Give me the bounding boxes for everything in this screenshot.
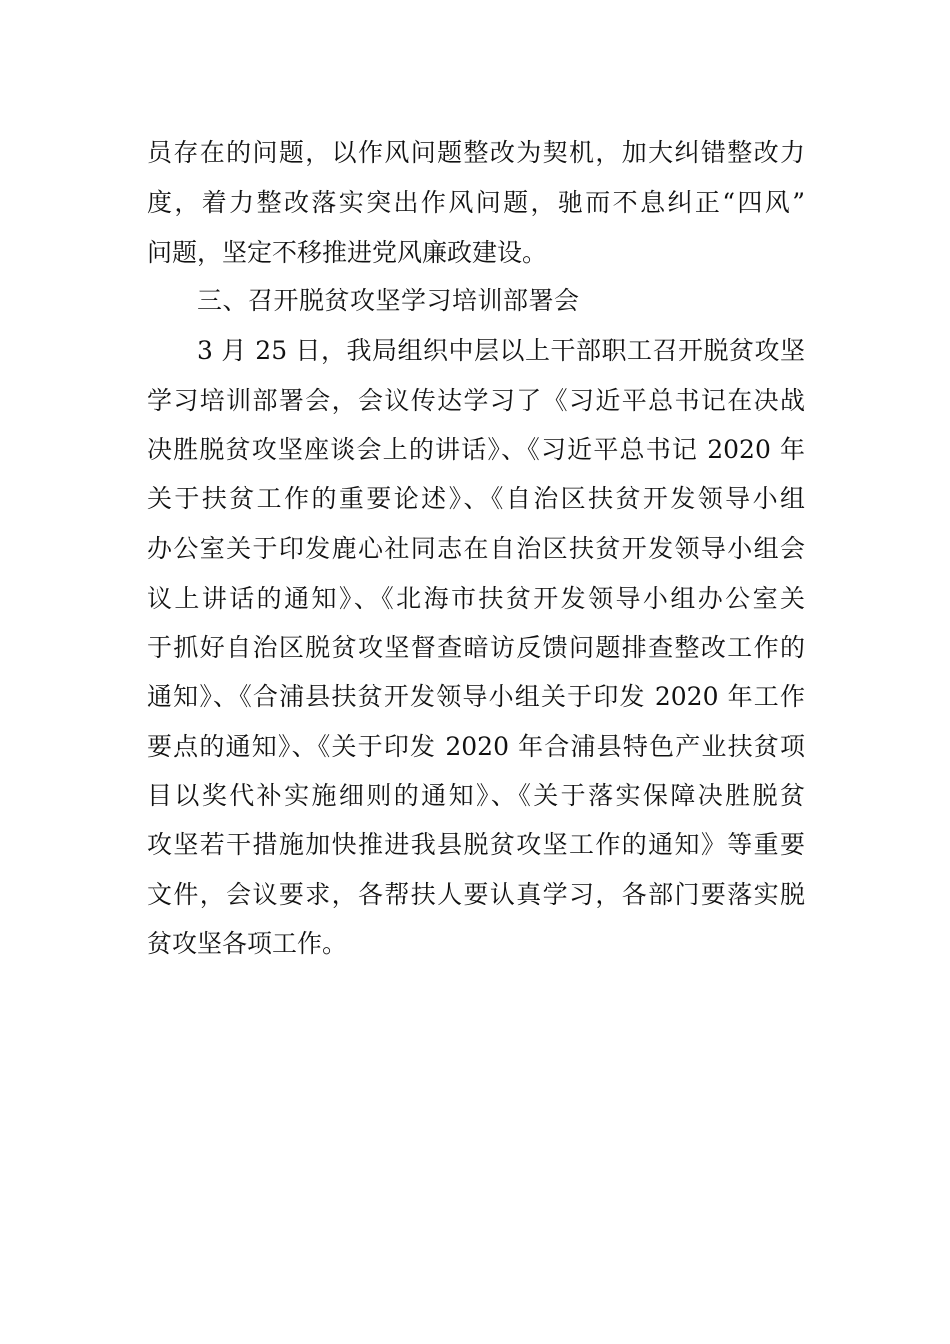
paragraph-line: 问题，坚定不移推进党风廉政建设。	[147, 238, 548, 267]
paragraph-line: 3 月 25 日，我局组织中层以上干部职工召开脱贫攻坚	[197, 336, 805, 365]
paragraph-line: 要点的通知》、《关于印发 2020 年合浦县特色产业扶贫项	[147, 732, 805, 761]
paragraph-line: 文件，会议要求，各帮扶人要认真学习，各部门要落实脱	[147, 880, 805, 909]
paragraph-line: 目以奖代补实施细则的通知》、《关于落实保障决胜脱贫	[147, 781, 805, 810]
paragraph-line: 攻坚若干措施加快推进我县脱贫攻坚工作的通知》等重要	[147, 830, 805, 859]
paragraph-line: 员存在的问题，以作风问题整改为契机，加大纠错整改力	[147, 138, 805, 167]
paragraph-line: 通知》、《合浦县扶贫开发领导小组关于印发 2020 年工作	[147, 682, 805, 711]
paragraph-line: 办公室关于印发鹿心社同志在自治区扶贫开发领导小组会	[147, 534, 805, 563]
paragraph-line: 贫攻坚各项工作。	[147, 929, 348, 958]
paragraph-line: 议上讲话的通知》、《北海市扶贫开发领导小组办公室关	[147, 584, 805, 613]
section-heading: 三、召开脱贫攻坚学习培训部署会	[197, 286, 580, 315]
paragraph-line: 度，着力整改落实突出作风问题，驰而不息纠正“四风”	[147, 188, 805, 217]
paragraph-line: 学习培训部署会，会议传达学习了《习近平总书记在决战	[147, 386, 805, 415]
paragraph-line: 关于扶贫工作的重要论述》、《自治区扶贫开发领导小组	[147, 484, 805, 513]
paragraph-line: 决胜脱贫攻坚座谈会上的讲话》、《习近平总书记 2020 年	[147, 435, 805, 464]
paragraph-line: 于抓好自治区脱贫攻坚督查暗访反馈问题排查整改工作的	[147, 633, 805, 662]
